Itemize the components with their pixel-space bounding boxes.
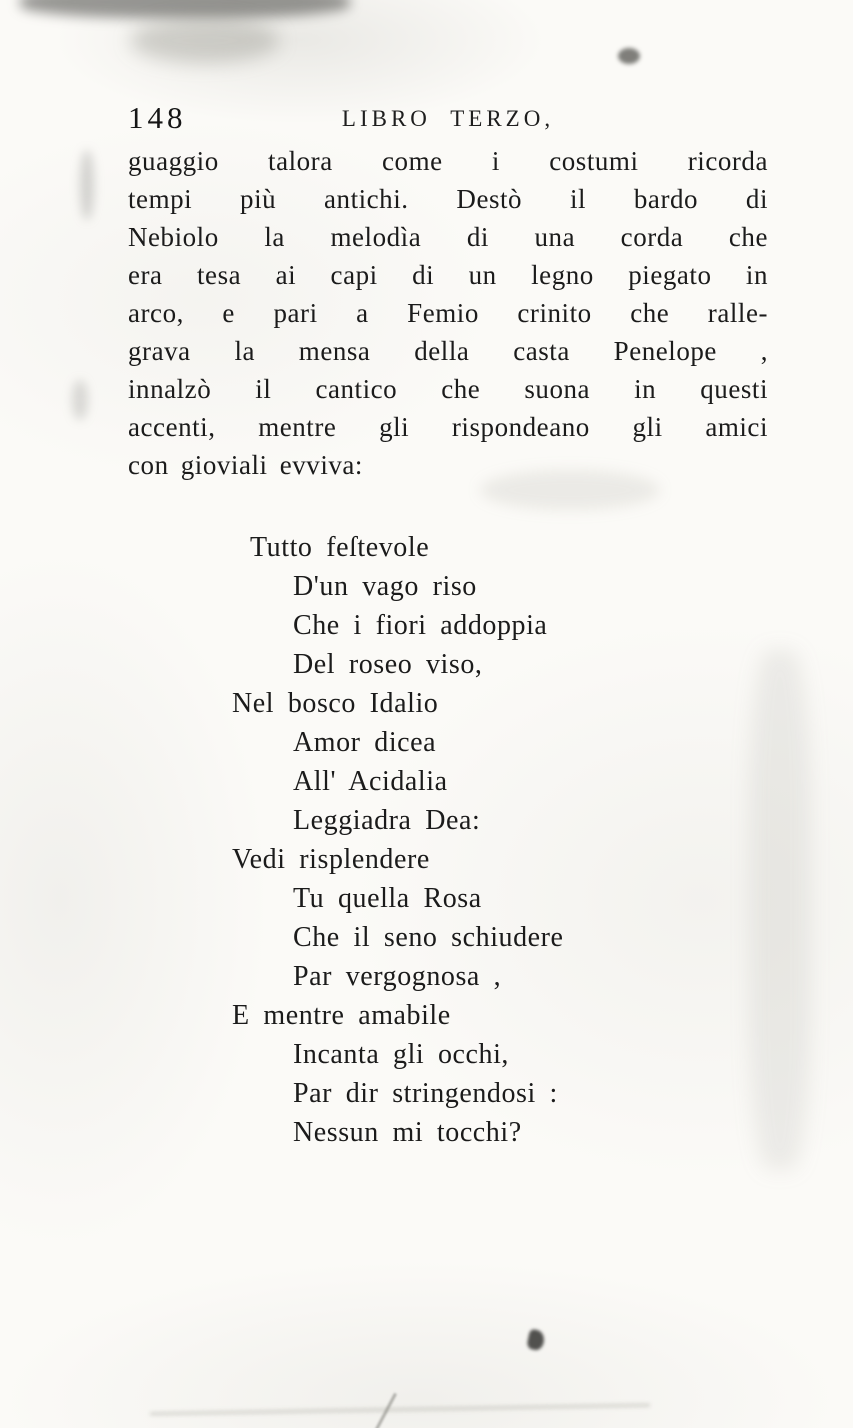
poem-line: Che il seno schiudere (293, 922, 564, 953)
poem-line: Incanta gli occhi, (293, 1039, 509, 1070)
poem-line: E mentre amabile (232, 1000, 451, 1031)
page-number: 148 (128, 100, 187, 135)
poem-line: Nessun mi tocchi? (293, 1117, 522, 1148)
scan-blotch-top (130, 18, 280, 63)
poem-block (128, 528, 768, 1152)
poem-line: Leggiadra Dea: (293, 805, 481, 836)
prose-line: grava la mensa della casta Penelope , (128, 336, 768, 366)
prose-line: con gioviali evviva: (128, 450, 363, 480)
prose-line: innalzò il cantico che suona in questi (128, 374, 768, 404)
prose-line: tempi più antichi. Destò il bardo di (128, 184, 768, 214)
scan-smudge-left (80, 150, 94, 220)
prose-paragraph (128, 142, 768, 484)
ink-mark-bottom (526, 1329, 546, 1352)
poem-line: Nel bosco Idalio (232, 688, 439, 719)
poem-line: Amor dicea (293, 727, 437, 758)
prose-line: era tesa ai capi di un legno piegato in (128, 260, 768, 290)
scan-scratch-bottom-edge (150, 1404, 650, 1416)
poem-line: D'un vago riso (293, 571, 477, 602)
poem-line: Tutto feſtevole (250, 532, 430, 563)
poem-line: All' Acidalia (293, 766, 448, 797)
prose-line: accenti, mentre gli rispondeano gli amici (128, 412, 768, 442)
poem-line: Vedi risplendere (232, 844, 430, 875)
poem-line: Del roseo viso, (293, 649, 483, 680)
prose-line: Nebiolo la melodìa di una corda che (128, 222, 768, 252)
prose-line: arco, e pari a Femio crinito che ralle- (128, 298, 768, 328)
poem-line: Che i fiori addoppia (293, 610, 548, 641)
page-header (128, 100, 768, 140)
poem-line: Tu quella Rosa (293, 883, 482, 914)
running-head: LIBRO TERZO, (341, 106, 555, 131)
poem-line: Par vergognosa , (293, 961, 502, 992)
scan-smudge-left-2 (72, 380, 88, 420)
scan-smudge-top (20, 0, 350, 18)
prose-line: guaggio talora come i costumi ricorda (128, 146, 768, 176)
ink-speck-top-right (618, 48, 640, 64)
poem-line: Par dir stringendosi : (293, 1078, 558, 1109)
